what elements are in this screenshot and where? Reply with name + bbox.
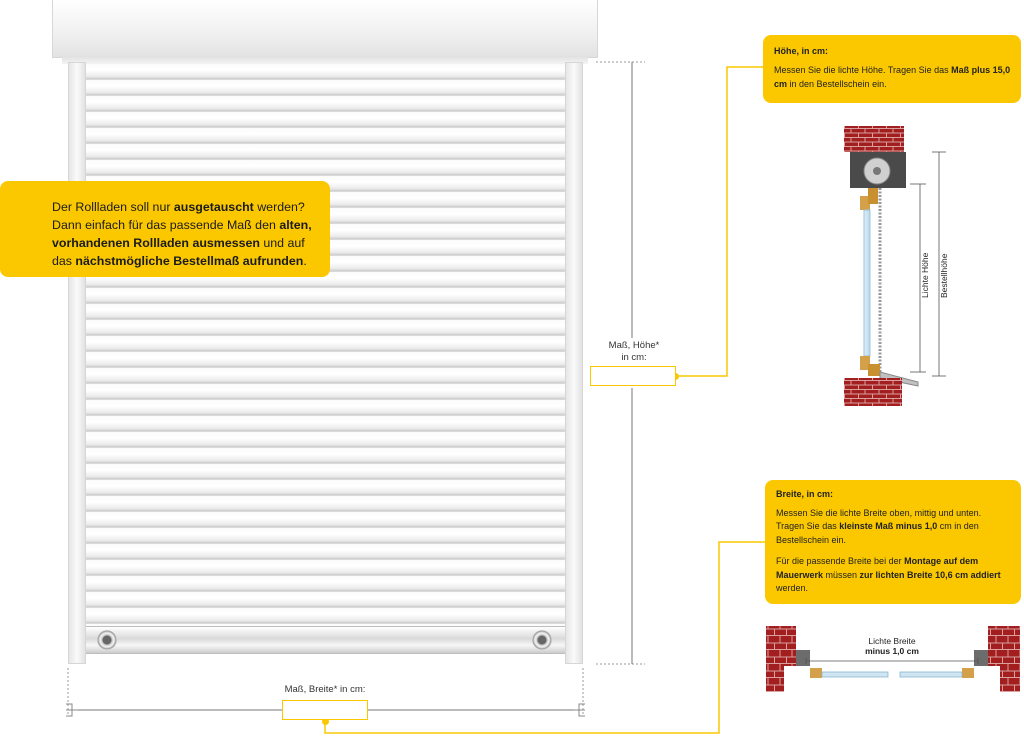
- height-info-text: [774, 63, 1011, 91]
- emphasis-text: kleinste Maß minus 1,0: [839, 521, 938, 531]
- body-text: werden? Dann einfach für das passende Maß den: [52, 200, 305, 232]
- bestellhoehe-label: Bestellhöhe: [939, 253, 949, 298]
- body-text: .: [303, 254, 307, 268]
- width-info-box: [765, 480, 1021, 604]
- height-info-title: Höhe, in cm:: [774, 46, 829, 56]
- body-text: Messen Sie die lichte Höhe. Tragen Sie das: [774, 65, 952, 75]
- body-text: Messen Sie die lichte Breite oben, mittig und unten. Tragen Sie das: [776, 507, 982, 531]
- replacement-note-text: [52, 200, 312, 268]
- emphasis-text: alten, vorhandenen Rollladen ausmessen: [52, 218, 312, 250]
- body-text: cm in den Bestellschein ein.: [776, 521, 979, 545]
- emphasis-text: Maß plus 15,0 cm: [774, 65, 1011, 89]
- height-info-box: [763, 35, 1021, 103]
- body-text: müssen: [823, 569, 860, 580]
- rail-left-section: [796, 650, 810, 666]
- body-text: und auf das: [52, 236, 305, 268]
- height-field-label-line2: in cm:: [621, 352, 647, 363]
- height-field-label-line1: Maß, Höhe*: [608, 340, 660, 351]
- window-glass: [864, 210, 870, 356]
- width-input[interactable]: [282, 700, 368, 720]
- body-text: Für die passende Breite bei der: [776, 556, 905, 566]
- brick-right: [988, 626, 1020, 692]
- brick-left: [766, 626, 796, 692]
- lichte-breite-label: Lichte Breite: [868, 636, 916, 646]
- frame-left: [810, 668, 822, 678]
- emphasis-text: nächstmögliche Bestellmaß aufrunden: [75, 254, 304, 268]
- width-info-text-1: [776, 507, 1011, 548]
- body-text: werden.: [776, 583, 809, 593]
- width-cross-section-diagram: [762, 622, 1024, 697]
- emphasis-text: zur lichten Breite 10,6 cm addiert: [859, 569, 1001, 580]
- emphasis-text: Montage auf dem Mauerwerk: [776, 556, 979, 580]
- frame-right: [962, 668, 974, 678]
- width-info-title: Breite, in cm:: [776, 489, 834, 499]
- width-connector-line: [325, 542, 765, 733]
- brick-top: [844, 126, 904, 152]
- lichte-hoehe-label: Lichte Höhe: [920, 252, 930, 298]
- brick-bottom: [844, 378, 902, 406]
- glass-right: [900, 672, 962, 677]
- replacement-note: [0, 181, 330, 277]
- glass-left: [822, 672, 888, 677]
- body-text: Der Rollladen soll nur: [52, 200, 174, 214]
- width-info-text-2: [776, 555, 1011, 596]
- height-input[interactable]: [590, 366, 676, 386]
- height-cross-section-diagram: [830, 120, 980, 410]
- rail-right-section: [974, 650, 988, 666]
- minus-label: minus 1,0 cm: [865, 646, 919, 656]
- emphasis-text: ausgetauscht: [173, 200, 254, 214]
- width-field-label: Maß, Breite* in cm:: [262, 684, 388, 696]
- body-text: in den Bestellschein ein.: [787, 79, 887, 89]
- height-field-label: [596, 340, 672, 364]
- height-connector-line: [676, 67, 763, 376]
